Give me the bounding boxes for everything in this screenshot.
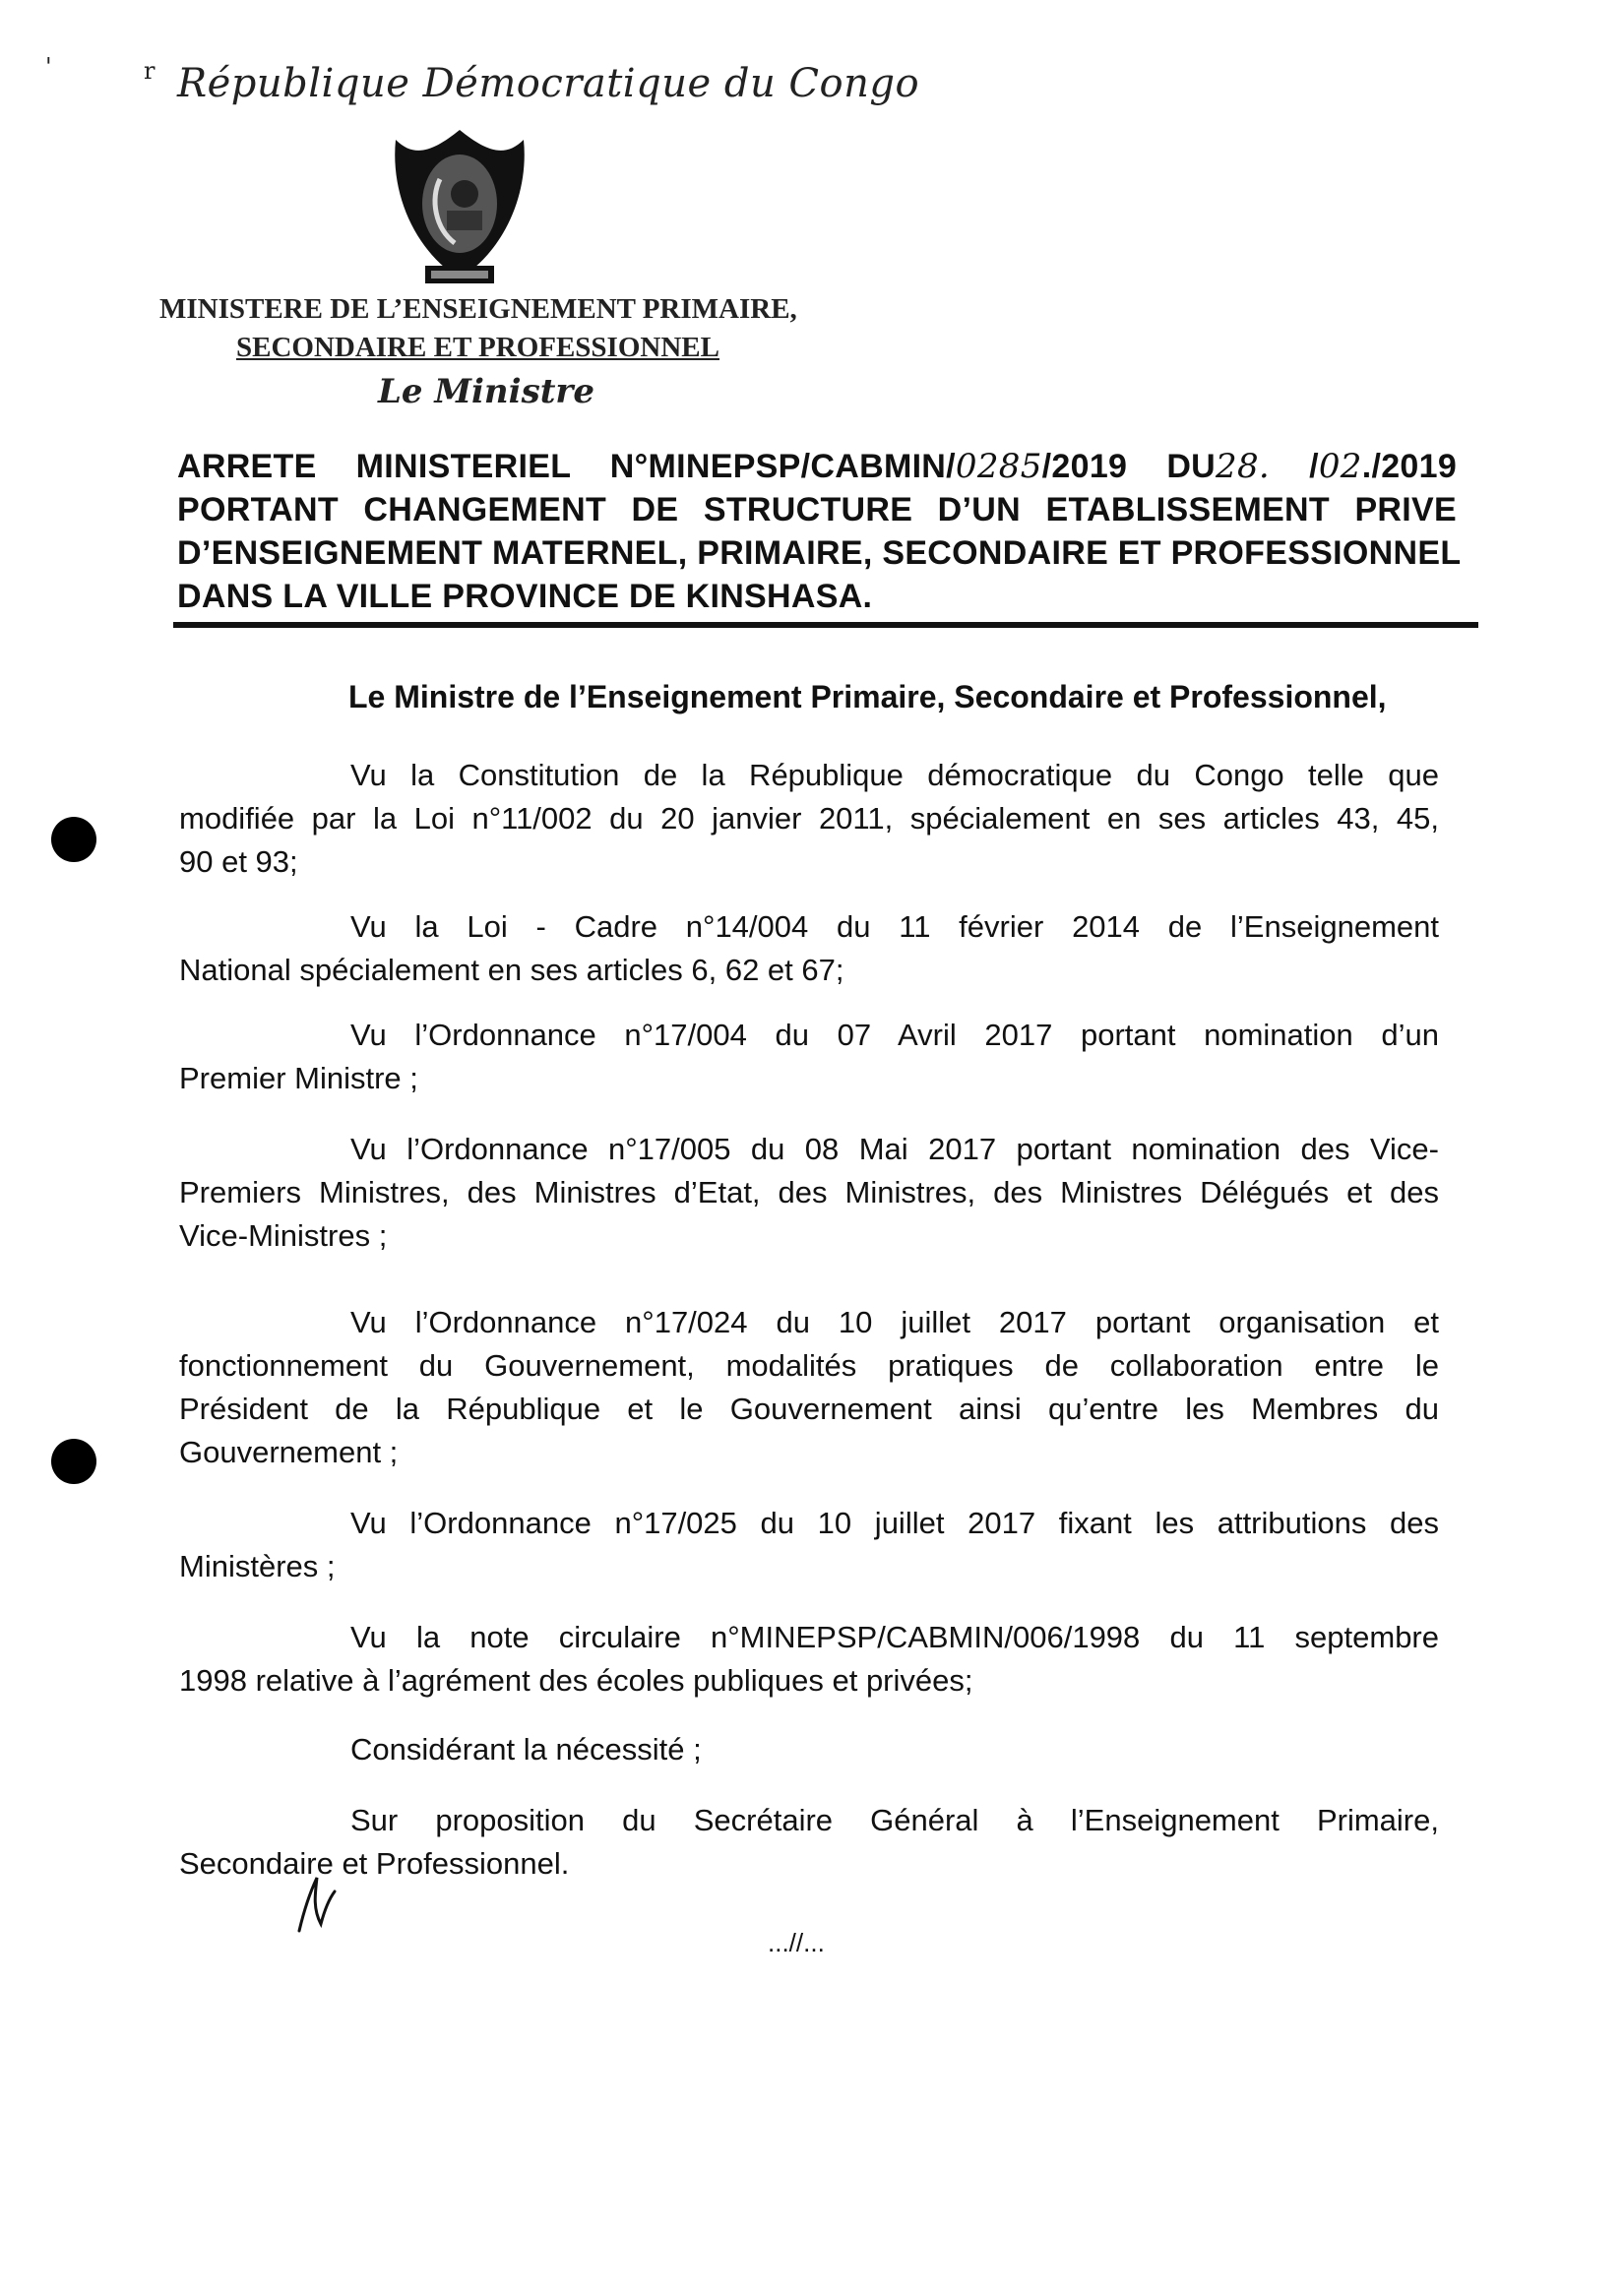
preamble-heading: Le Ministre de l’Enseignement Primaire, Secondaire et Professionnel, xyxy=(348,679,1387,714)
paragraph-line: fonctionnement du Gouvernement, modalités pratiques de collaboration entre le xyxy=(179,1348,1439,1383)
paragraph-line: Considérant la nécessité ; xyxy=(350,1732,702,1766)
paragraph-ordonnance-004 xyxy=(179,1014,1439,1100)
paragraph-line: Secondaire et Professionnel. xyxy=(179,1846,570,1881)
paragraph-line: Vu la Constitution de la République démocratique du Congo telle que xyxy=(350,758,1439,792)
paragraph-line: Vu l’Ordonnance n°17/004 du 07 Avril 2017 portant nomination d’un xyxy=(350,1018,1439,1052)
title-line-2: PORTANT CHANGEMENT DE STRUCTURE D’UN ETABLISSEMENT PRIVE xyxy=(177,491,1457,528)
paragraph-line: Premiers Ministres, des Ministres d’Etat, des Ministres, des Ministres Délégués et des xyxy=(179,1175,1439,1209)
title-line-3: D’ENSEIGNEMENT MATERNEL, PRIMAIRE, SECONDAIRE ET PROFESSIONNEL xyxy=(177,534,1462,572)
stray-mark: ' xyxy=(45,53,52,81)
paragraph-line: Sur proposition du Secrétaire Général à l’Enseignement Primaire, xyxy=(350,1803,1439,1837)
paragraph-line: Vice-Ministres ; xyxy=(179,1218,388,1253)
paragraph-line: 90 et 93; xyxy=(179,844,298,879)
paragraph-ordonnance-025 xyxy=(179,1502,1439,1588)
decree-date: DU28. /02./2019 xyxy=(1166,447,1458,486)
paragraph-line: Président de la République et le Gouvernement ainsi qu’entre les Membres du xyxy=(179,1392,1439,1426)
le-ministre-signature-title: Le Ministre xyxy=(378,372,594,411)
paragraph-line: Ministères ; xyxy=(179,1549,336,1583)
paragraph-line: modifiée par la Loi n°11/002 du 20 janvier 2011, spécialement en ses articles 43, 45, xyxy=(179,801,1439,836)
punch-hole xyxy=(51,1439,96,1484)
handwritten-month: 02 xyxy=(1318,447,1362,486)
paragraph-line: Vu l’Ordonnance n°17/025 du 10 juillet 2017 fixant les attributions des xyxy=(350,1506,1439,1540)
title-word-ministeriel: MINISTERIEL xyxy=(355,448,571,485)
paragraph-constitution xyxy=(179,754,1439,884)
paragraph-line: Vu l’Ordonnance n°17/024 du 10 juillet 2017 portant organisation et xyxy=(350,1305,1439,1339)
paragraph-loi-cadre xyxy=(179,905,1439,992)
stray-mark: r xyxy=(144,57,156,85)
handwritten-initials xyxy=(291,1870,341,1944)
paragraph-ordonnance-005 xyxy=(179,1128,1439,1258)
title-rule xyxy=(173,622,1478,628)
paragraph-note-circulaire xyxy=(179,1616,1439,1703)
paragraph-line: Gouvernement ; xyxy=(179,1435,399,1469)
paragraph-proposition xyxy=(179,1799,1439,1886)
ministry-name-line2: SECONDAIRE ET PROFESSIONNEL xyxy=(236,332,719,363)
title-word-arrete: ARRETE xyxy=(177,448,317,485)
paragraph-line: Premier Ministre ; xyxy=(179,1061,418,1095)
handwritten-day: 28. xyxy=(1216,447,1271,486)
decree-number: N°MINEPSP/CABMIN/0285/2019 xyxy=(609,447,1128,486)
punch-hole xyxy=(51,817,96,862)
coat-of-arms-seal xyxy=(386,120,533,287)
republic-title: République Démocratique du Congo xyxy=(177,61,920,106)
ministry-name-line1: MINISTERE DE L’ENSEIGNEMENT PRIMAIRE, xyxy=(159,293,797,325)
paragraph-line: Vu l’Ordonnance n°17/005 du 08 Mai 2017 portant nomination des Vice- xyxy=(350,1132,1439,1166)
paragraph-line: Vu la note circulaire n°MINEPSP/CABMIN/006/1998 du 11 septembre xyxy=(350,1620,1439,1654)
paragraph-line: Vu la Loi - Cadre n°14/004 du 11 février 2014 de l’Enseignement xyxy=(350,909,1439,944)
paragraph-line: National spécialement en ses articles 6, 62 et 67; xyxy=(179,953,844,987)
paragraph-considerant xyxy=(179,1728,1439,1771)
decree-number-line xyxy=(177,445,1457,488)
paragraph-ordonnance-024 xyxy=(179,1301,1439,1474)
handwritten-decree-number: 0285 xyxy=(955,447,1042,486)
title-line-4: DANS LA VILLE PROVINCE DE KINSHASA. xyxy=(177,578,873,615)
paragraph-line: 1998 relative à l’agrément des écoles publiques et privées; xyxy=(179,1663,973,1698)
continuation-mark: ...//... xyxy=(768,1928,825,1957)
